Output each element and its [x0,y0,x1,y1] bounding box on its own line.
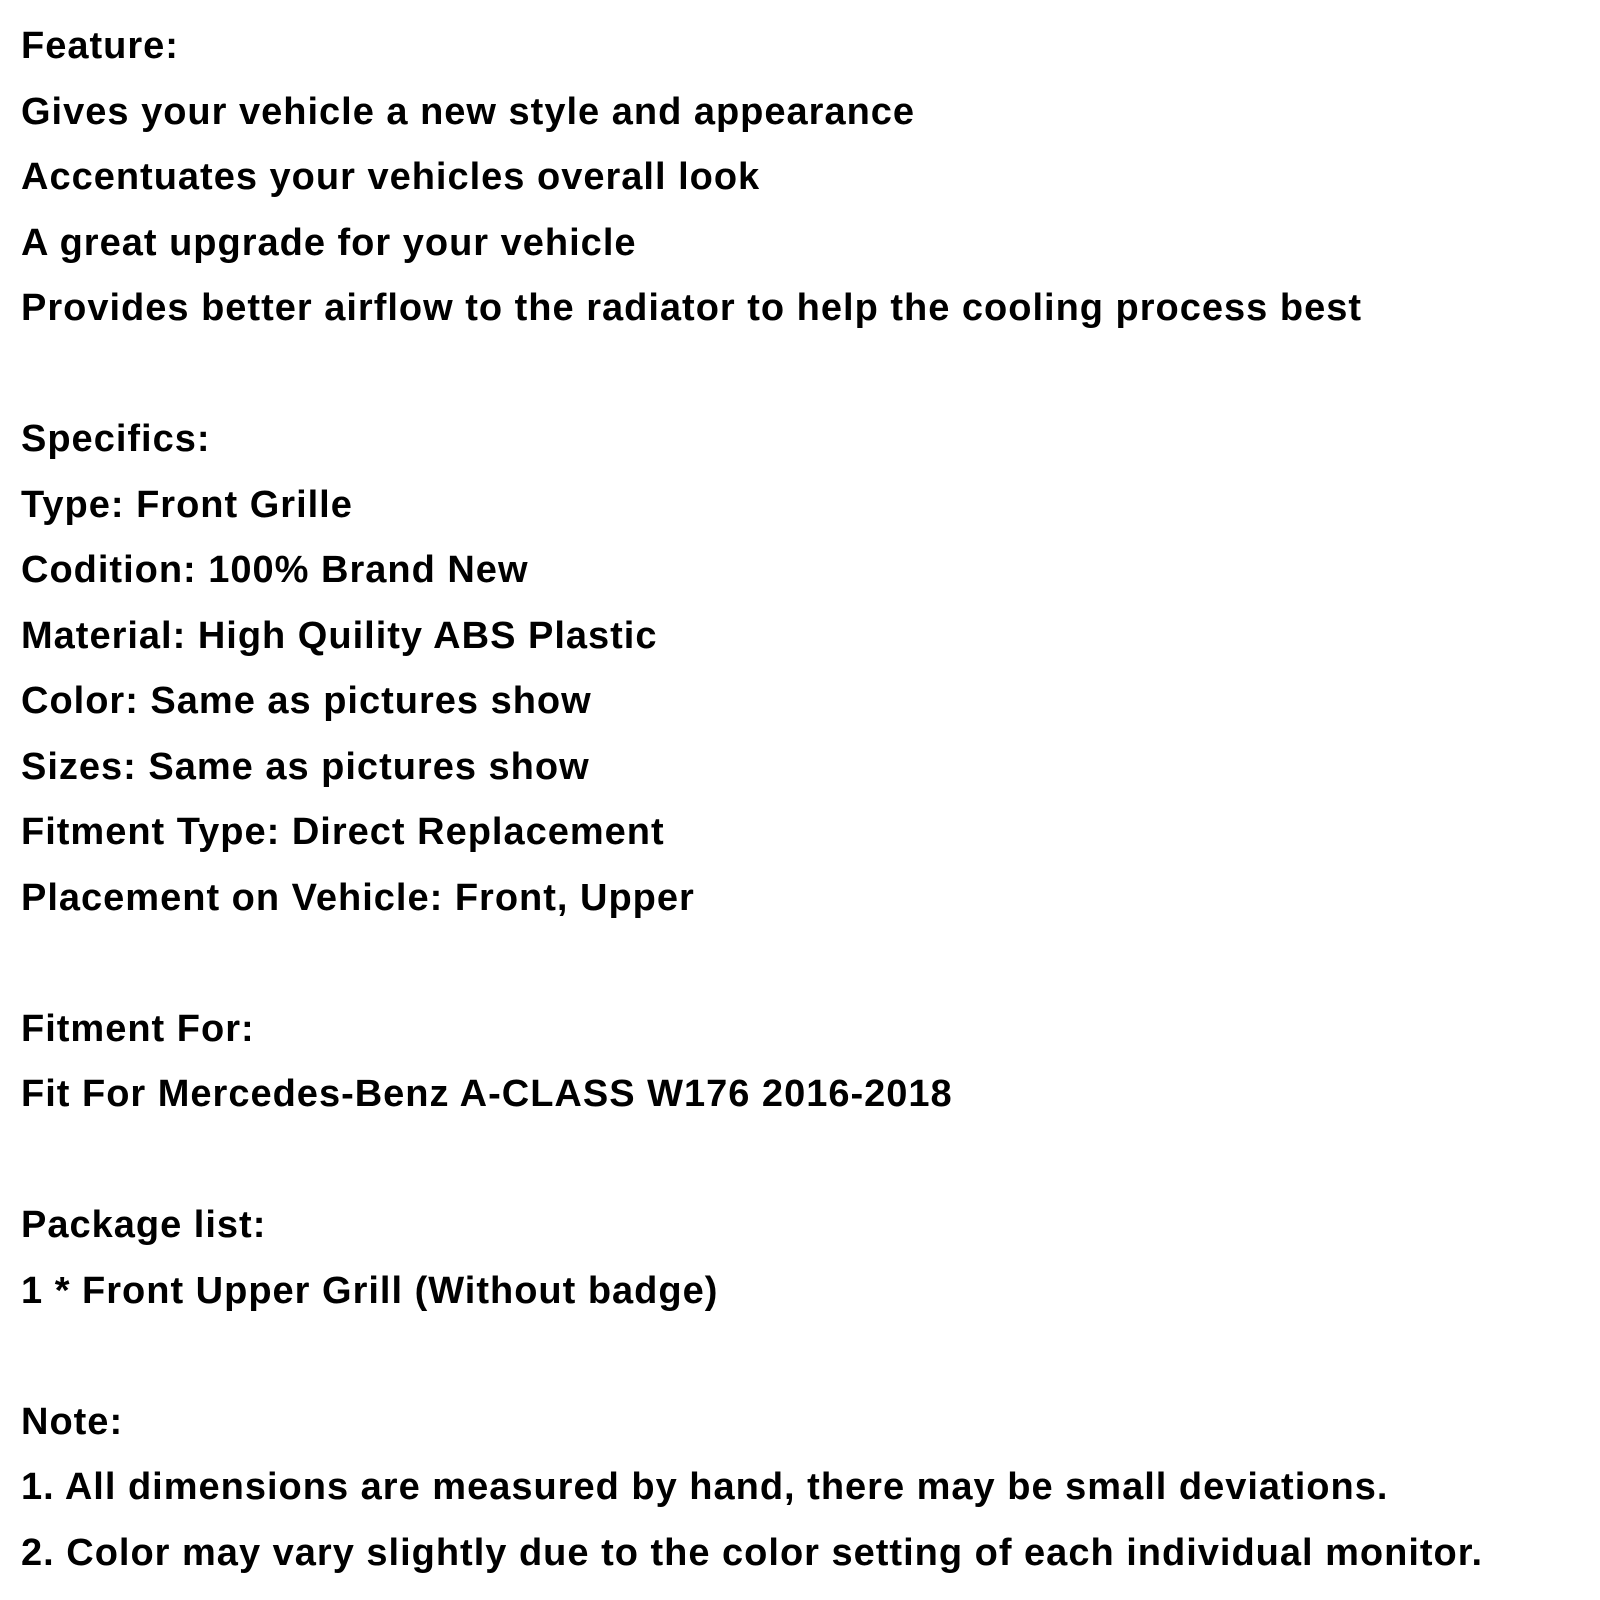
fitment-item: Fit For Mercedes-Benz A-CLASS W176 2016-2018 [21,1073,953,1115]
note-heading: Note: [21,1400,124,1443]
section-spacer [21,1324,1591,1390]
package-item: 1 * Front Upper Grill (Without badge) [21,1269,719,1312]
note-section [21,1390,1591,1587]
feature-item: Accentuates your vehicles overall look [21,156,761,198]
package-section [21,1193,1591,1324]
spec-item: Color: Same as pictures show [21,680,592,722]
fitment-heading: Fitment For: [21,1007,255,1050]
specifics-heading: Specifics: [21,418,211,460]
spec-item: Fitment Type: Direct Replacement [21,811,665,853]
spec-item: Sizes: Same as pictures show [21,745,590,788]
note-item: 2. Color may vary slightly due to the color setting of each individual monitor. [21,1531,1484,1574]
spec-item: Placement on Vehicle: Front, Upper [21,876,695,919]
specifics-section [21,407,1591,931]
spec-item: Material: High Quility ABS Plastic [21,614,658,657]
package-heading: Package list: [21,1204,267,1246]
section-spacer [21,931,1591,997]
spec-item: Codition: 100% Brand New [21,549,529,591]
feature-item: Gives your vehicle a new style and appearance [21,90,916,133]
fitment-section [21,997,1591,1128]
spec-item: Type: Front Grille [21,483,353,526]
feature-heading: Feature: [21,25,179,67]
feature-item: Provides better airflow to the radiator to help the cooling process best [21,287,1362,329]
section-spacer [21,1128,1591,1194]
section-spacer [21,342,1591,408]
feature-section [21,14,1591,342]
note-item: 1. All dimensions are measured by hand, there may be small deviations. [21,1466,1389,1508]
product-description [21,14,1591,1586]
feature-item: A great upgrade for your vehicle [21,221,637,264]
